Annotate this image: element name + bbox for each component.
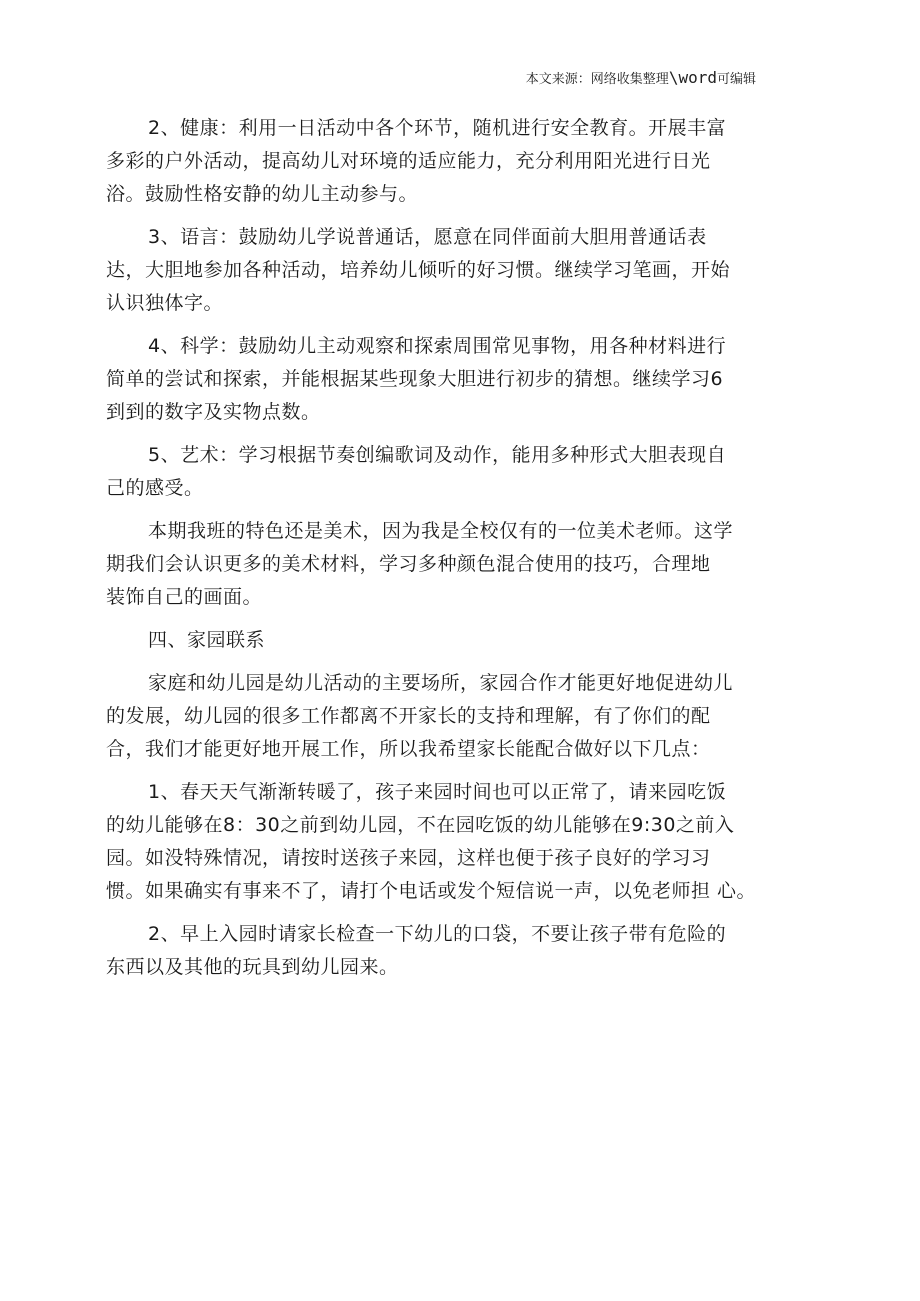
paragraph-art [106, 439, 796, 505]
paragraph-health [106, 112, 796, 211]
text-line: 的发展，幼儿园的很多工作都离不开家长的支持和理解，有了你们的配 [106, 705, 711, 727]
text-line: 东西以及其他的玩具到幼儿园来。 [106, 956, 399, 978]
text-line: 园。如没特殊情况，请按时送孩子来园，这样也便于孩子良好的学习习 [106, 847, 711, 869]
text-line: 本期我班的特色还是美术，因为我是全校仅有的一位美术老师。这学 [148, 520, 734, 542]
paragraph-point-1 [106, 776, 796, 908]
document-body [106, 112, 796, 994]
text-line: 到到的数字及实物点数。 [106, 401, 321, 423]
text-line: 合，我们才能更好地开展工作，所以我希望家长能配合做好以下几点： [106, 738, 711, 760]
source-note-word: word [678, 68, 717, 87]
text-line: 5、艺术：学习根据节奏创编歌词及动作，能用多种形式大胆表现自 [148, 444, 727, 466]
text-line: 2、早上入园时请家长检查一下幼儿的口袋，不要让孩子带有危险的 [148, 923, 727, 945]
source-note-suffix: 可编辑 [716, 72, 756, 87]
text-line: 2、健康：利用一日活动中各个环节，随机进行安全教育。开展丰富 [148, 117, 727, 139]
text-line: 3、语言：鼓励幼儿学说普通话，愿意在同伴面前大胆用普通话表 [148, 226, 707, 248]
text-line: 1、春天天气渐渐转暖了，孩子来园时间也可以正常了，请来园吃饭 [148, 781, 727, 803]
text-line: 己的感受。 [106, 477, 204, 499]
paragraph-point-2 [106, 918, 796, 984]
section-heading-text: 四、家园联系 [148, 629, 266, 651]
text-line: 认识独体字。 [106, 292, 224, 314]
text-line: 家庭和幼儿园是幼儿活动的主要场所，家园合作才能更好地促进幼儿 [148, 672, 734, 694]
text-line: 4、科学：鼓励幼儿主动观察和探索周围常见事物，用各种材料进行 [148, 335, 727, 357]
text-line: 期我们会认识更多的美术材料，学习多种颜色混合使用的技巧，合理地 [106, 553, 711, 575]
text-line: 惯。如果确实有事来不了，请打个电话或发个短信说一声，以免老师担 心。 [106, 880, 757, 902]
text-line: 浴。鼓励性格安静的幼儿主动参与。 [106, 183, 419, 205]
section-heading-home-school [106, 624, 796, 657]
text-line: 装饰自己的画面。 [106, 586, 263, 608]
text-line: 达，大胆地参加各种活动，培养幼儿倾听的好习惯。继续学习笔画，开始 [106, 259, 731, 281]
paragraph-science [106, 330, 796, 429]
source-note [526, 68, 756, 90]
source-note-prefix: 本文来源：网络收集整理 [525, 72, 669, 87]
paragraph-home-school-intro [106, 667, 796, 766]
text-line: 简单的尝试和探索，并能根据某些现象大胆进行初步的猜想。继续学习6 [106, 368, 724, 390]
paragraph-class-feature [106, 515, 796, 614]
text-line: 的幼儿能够在8：30之前到幼儿园，不在园吃饭的幼儿能够在9:30之前入 [106, 814, 735, 836]
paragraph-language [106, 221, 796, 320]
source-note-separator: \ [668, 68, 679, 87]
text-line: 多彩的户外活动，提高幼儿对环境的适应能力，充分利用阳光进行日光 [106, 150, 711, 172]
